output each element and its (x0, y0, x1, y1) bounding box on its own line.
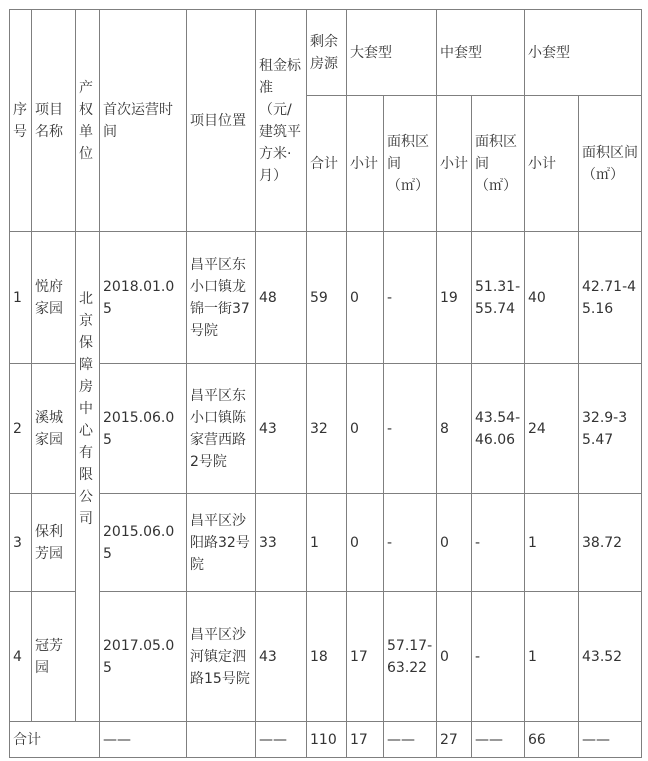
table-row (10, 592, 642, 722)
row-large-subtotal: 0 (347, 232, 384, 364)
row-seq: 1 (10, 232, 32, 364)
row-large-area: - (384, 364, 437, 494)
header-small-area: 面积区间（㎡） (579, 96, 642, 232)
row-large-subtotal: 17 (347, 592, 384, 722)
totals-medium-area: —— (472, 722, 525, 758)
totals-total: 110 (307, 722, 347, 758)
row-medium-subtotal: 8 (437, 364, 472, 494)
row-name: 保利芳园 (32, 494, 76, 592)
row-rent: 33 (256, 494, 307, 592)
row-name: 悦府家园 (32, 232, 76, 364)
row-seq: 4 (10, 592, 32, 722)
totals-large-subtotal: 17 (347, 722, 384, 758)
row-location: 昌平区沙阳路32号院 (187, 494, 256, 592)
totals-date: —— (100, 722, 187, 758)
row-date: 2018.01.05 (100, 232, 187, 364)
header-rent: 租金标准（元/建筑平方米·月） (256, 10, 307, 232)
row-total: 1 (307, 494, 347, 592)
header-medium-area: 面积区间（㎡） (472, 96, 525, 232)
row-date: 2015.06.05 (100, 364, 187, 494)
housing-table (9, 9, 642, 758)
table-row (10, 232, 642, 364)
header-medium: 中套型 (437, 10, 525, 96)
row-total: 32 (307, 364, 347, 494)
header-owner: 产权单位 (76, 10, 100, 232)
row-small-area: 32.9-35.47 (579, 364, 642, 494)
totals-large-area: —— (384, 722, 437, 758)
row-large-subtotal: 0 (347, 494, 384, 592)
row-date: 2017.05.05 (100, 592, 187, 722)
header-large-area: 面积区间（㎡） (384, 96, 437, 232)
header-location: 项目位置 (187, 10, 256, 232)
row-seq: 3 (10, 494, 32, 592)
header-medium-subtotal: 小计 (437, 96, 472, 232)
row-large-subtotal: 0 (347, 364, 384, 494)
row-medium-subtotal: 0 (437, 494, 472, 592)
row-medium-area: 51.31-55.74 (472, 232, 525, 364)
row-location: 昌平区沙河镇定泗路15号院 (187, 592, 256, 722)
header-seq: 序号 (10, 10, 32, 232)
row-location: 昌平区东小口镇陈家营西路2号院 (187, 364, 256, 494)
row-rent: 43 (256, 364, 307, 494)
row-small-subtotal: 24 (525, 364, 579, 494)
totals-row (10, 722, 642, 758)
row-total: 59 (307, 232, 347, 364)
row-medium-area: - (472, 592, 525, 722)
totals-rent: —— (256, 722, 307, 758)
row-location: 昌平区东小口镇龙锦一街37号院 (187, 232, 256, 364)
row-date: 2015.06.05 (100, 494, 187, 592)
row-small-area: 43.52 (579, 592, 642, 722)
totals-location (187, 722, 256, 758)
row-small-area: 42.71-45.16 (579, 232, 642, 364)
header-small: 小套型 (525, 10, 642, 96)
row-medium-area: - (472, 494, 525, 592)
row-total: 18 (307, 592, 347, 722)
row-medium-subtotal: 0 (437, 592, 472, 722)
row-small-subtotal: 40 (525, 232, 579, 364)
row-small-subtotal: 1 (525, 592, 579, 722)
header-large: 大套型 (347, 10, 437, 96)
totals-small-area: —— (579, 722, 642, 758)
row-large-area: - (384, 494, 437, 592)
header-small-subtotal: 小计 (525, 96, 579, 232)
row-seq: 2 (10, 364, 32, 494)
row-rent: 43 (256, 592, 307, 722)
header-remaining: 剩余房源 (307, 10, 347, 96)
totals-medium-subtotal: 27 (437, 722, 472, 758)
table-row (10, 364, 642, 494)
header-first-date: 首次运营时间 (100, 10, 187, 232)
row-small-subtotal: 1 (525, 494, 579, 592)
row-small-area: 38.72 (579, 494, 642, 592)
owner-unit: 北京保障房中心有限公司 (76, 232, 100, 722)
header-large-subtotal: 小计 (347, 96, 384, 232)
row-name: 溪城家园 (32, 364, 76, 494)
row-name: 冠芳园 (32, 592, 76, 722)
row-large-area: 57.17-63.22 (384, 592, 437, 722)
totals-small-subtotal: 66 (525, 722, 579, 758)
totals-label: 合计 (10, 722, 100, 758)
row-large-area: - (384, 232, 437, 364)
header-name: 项目名称 (32, 10, 76, 232)
table-row (10, 494, 642, 592)
row-rent: 48 (256, 232, 307, 364)
row-medium-area: 43.54-46.06 (472, 364, 525, 494)
row-medium-subtotal: 19 (437, 232, 472, 364)
header-total: 合计 (307, 96, 347, 232)
